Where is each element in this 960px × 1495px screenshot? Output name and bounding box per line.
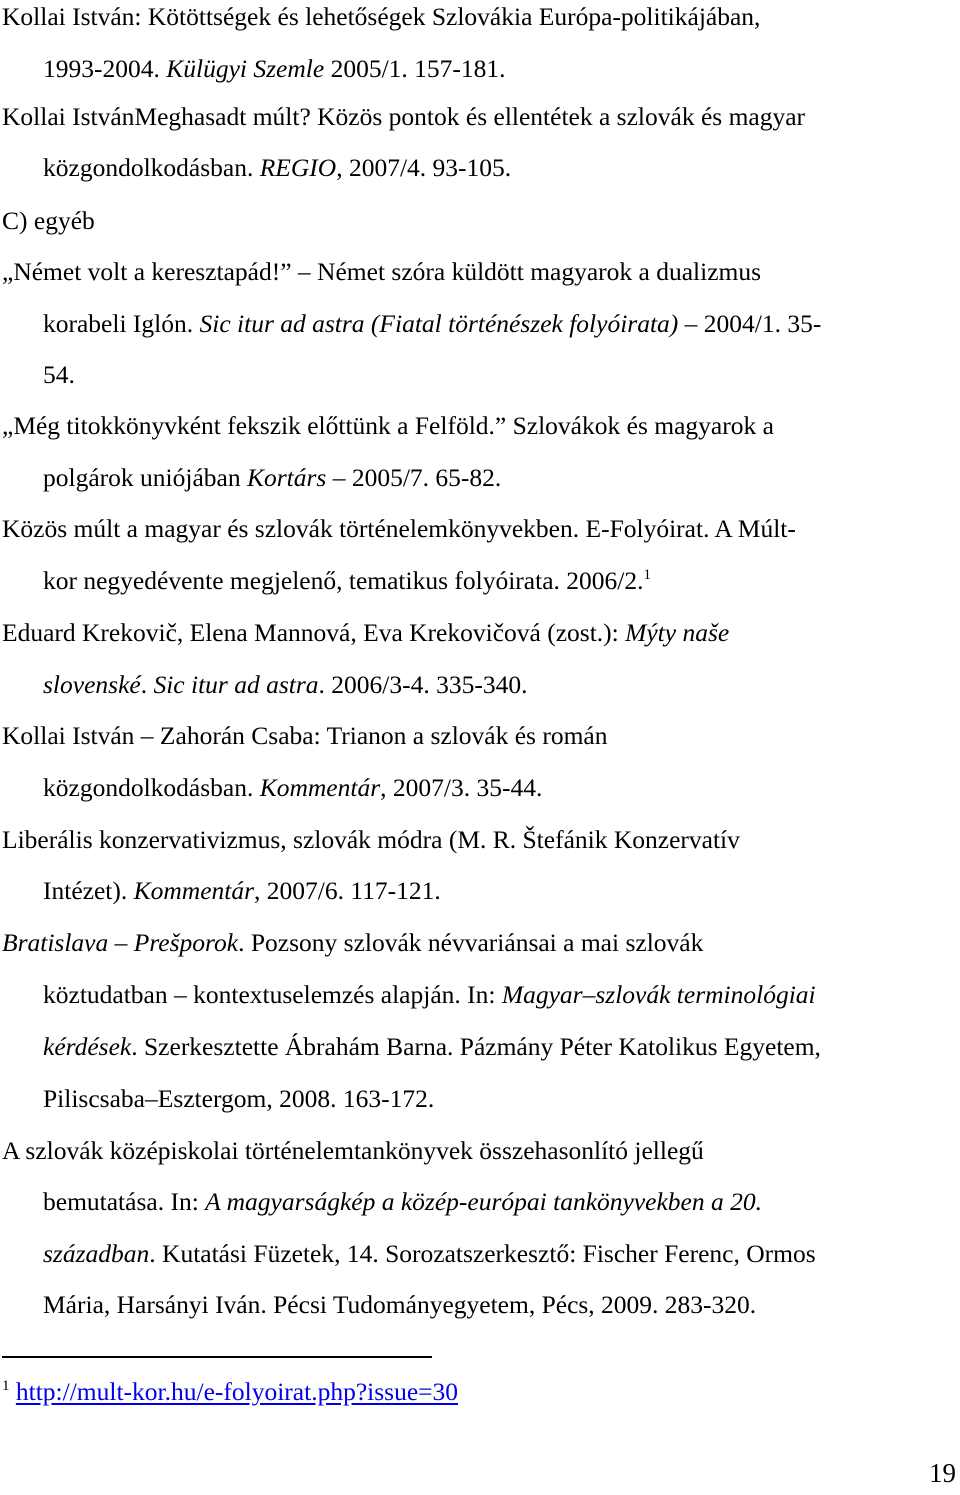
ref-line: században. Kutatási Füzetek, 14. Sorozatszerkesztő: Fischer Ferenc, Ormos	[43, 1239, 816, 1268]
ref-line: A szlovák középiskolai történelemtankönyvek összehasonlító jellegű	[2, 1136, 704, 1165]
ref-line: 54.	[43, 360, 75, 389]
ref-line: Bratislava – Prešporok. Pozsony szlovák névvariánsai a mai szlovák	[2, 928, 704, 957]
ref-line: „Még titokkönyvként fekszik előttünk a Felföld.” Szlovákok és magyarok a	[2, 411, 774, 440]
ref-line: Intézet). Kommentár, 2007/6. 117-121.	[43, 876, 441, 905]
ref-line: közgondolkodásban. REGIO, 2007/4. 93-105.	[43, 153, 512, 182]
ref-line: 1993-2004. Külügyi Szemle 2005/1. 157-181.	[43, 54, 506, 83]
ref-line: kérdések. Szerkesztette Ábrahám Barna. Pázmány Péter Katolikus Egyetem,	[43, 1032, 821, 1061]
footnote-divider	[2, 1356, 432, 1358]
ref-line: Liberális konzervativizmus, szlovák módra (M. R. Štefánik Konzervatív	[2, 825, 740, 854]
ref-line: „Német volt a keresztapád!” – Német szóra küldött magyarok a dualizmus	[2, 257, 762, 286]
ref-line: Kollai István: Kötöttségek és lehetőségek Szlovákia Európa-politikájában,	[2, 2, 761, 31]
ref-line: polgárok uniójában Kortárs – 2005/7. 65-82.	[43, 463, 502, 492]
page-number: 19	[929, 1458, 956, 1488]
footnote-marker: 1	[2, 1378, 10, 1394]
ref-line: Kollai IstvánMeghasadt múlt? Közös pontok és ellentétek a szlovák és magyar	[2, 102, 806, 131]
ref-line: köztudatban – kontextuselemzés alapján. In: Magyar–szlovák terminológiai	[43, 980, 816, 1009]
footnote-link[interactable]: http://mult-kor.hu/e-folyoirat.php?issue=30	[15, 1377, 459, 1406]
ref-line: bemutatása. In: A magyarságkép a közép-európai tankönyvekben a 20.	[43, 1187, 762, 1216]
ref-line: slovenské. Sic itur ad astra. 2006/3-4. 335-340.	[43, 670, 528, 699]
section-heading: C) egyéb	[2, 206, 95, 235]
ref-line: Kollai István – Zahorán Csaba: Trianon a szlovák és román	[2, 721, 608, 750]
footnote	[2, 1377, 458, 1407]
footnote-ref: 1	[643, 567, 651, 583]
ref-line: korabeli Iglón. Sic itur ad astra (Fiatal történészek folyóirata) – 2004/1. 35-	[43, 309, 822, 338]
ref-line: közgondolkodásban. Kommentár, 2007/3. 35-44.	[43, 773, 543, 802]
ref-line: Eduard Krekovič, Elena Mannová, Eva Krekovičová (zost.): Mýty naše	[2, 618, 730, 647]
ref-line: Mária, Harsányi Iván. Pécsi Tudományegyetem, Pécs, 2009. 283-320.	[43, 1290, 757, 1319]
ref-line: Piliscsaba–Esztergom, 2008. 163-172.	[43, 1084, 435, 1113]
ref-line: Közös múlt a magyar és szlovák történelemkönyvekben. E-Folyóirat. A Múlt-	[2, 514, 796, 543]
ref-line: kor negyedévente megjelenő, tematikus folyóirata. 2006/2.$^1$	[43, 566, 651, 595]
